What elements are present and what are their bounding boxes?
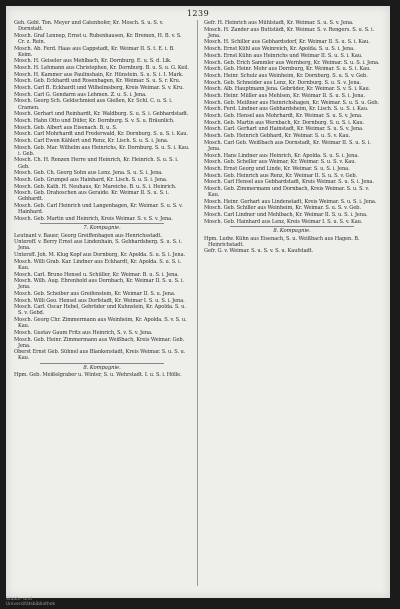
list-entry: Mosch. Geb. Meißner aus Heinrichshagen, Kr. Weimar. S. u. S. u. Geb. (204, 99, 379, 106)
list-entry: Mosch. Carl. Oscar Hebel, Gebrüder und Kuhnstein, Kr. Apolda. S. u. S. v. Gebd. (14, 304, 186, 317)
list-entry: Mosch. Alb. Hauptmann Jena. Gebrüder, Kr. Weimar. S. v. S. i. Kau. (204, 86, 371, 93)
list-entry: Mosch. Geb. Albert aus Eisenach. B. u. S. (14, 124, 118, 131)
list-entry: Mosch. Carl Geb. Weißbach aus Dornstadt, Kr. Weimar II. S. u. S. i. Jena. (204, 139, 371, 152)
list-entry: Mosch. Wilh. Aug. Ehrenhold aus Dornbach, Kr. Weimar II. S. u. S. i. Jena. (14, 278, 184, 291)
list-entry: Mosch. Carl. Bruno Hensel u. Schüller, Kr. Weimar. B. u. S. i. Jena. (14, 271, 179, 278)
document-page (6, 6, 390, 598)
list-entry: Mosch. Geb. Eckhardt und Rosenhagen, Kr. Weimar. S. u. S. r. Kru. (14, 78, 181, 85)
list-entry: Mosch. Geb. Heinrich aus Renz, Kr. Weimar II. S. u. S. v. Geb. (204, 172, 358, 179)
list-entry: Mosch. Carl Ewen Kählert und Renz, Kr. Lisch. S. u. S. i. Jena. (14, 138, 169, 144)
list-entry: Untersff. Joh. M. Klug Kopf aus Dornburg, Kr. Apolda. S. u. S. i. Jena. (14, 252, 186, 259)
list-entry: Mosch. Geb. Martin und Heinrich, Kreis Weimar. S. v. S. v. Jena. (14, 215, 173, 222)
list-entry: Mosch. Georg Chr. Zimmermann aus Weinheim, Kr. Apolda. S. v. S. u. Kau. (14, 317, 187, 330)
list-entry: Mosch. Ab. Ferd. Haas aus Cappstadt, Kr. Weimar II. S. t. E. i. B. Keim. (14, 45, 175, 58)
list-entry: Mosch. Geb. Hainhard aus Lenz, Kreis Weimar I. S. u. S. v. Kau. (204, 218, 363, 225)
list-entry: Mosch. Geb. Scheller aus Weimar, Kr. Weimar. S. u. S. v. Kau. (204, 159, 356, 166)
list-entry: Mosch. H. Schiller aus Gebhardsdorf, Kr. Weimar II. S. u. S. i. Kau. (204, 39, 370, 46)
list-entry: Mosch. Carl G. Gendarm aus Lehmen. Z. u. S. i. Jena. (14, 91, 147, 98)
list-entry: Mosch. Heinr. Müller aus Mehlsen, Kr. Weimar II. S. u. S. i. Jena. (204, 92, 365, 99)
list-entry: Mosch. Ch. H. Renzen Herre und Heinrich, Kr. Heinrich. S. u. S. i. Geb. (14, 157, 179, 170)
watermark-line: Staats- und (6, 597, 32, 602)
list-entry: Mosch. Graf Lennep, Ernst u. Rubenhausen, Kr. Bremen, H. B. v. S. Cr. z. Rein. (14, 32, 182, 45)
list-entry: Mosch. Carl Mohrhardt und Frederwald, Kr. Dornburg. S. u. S. i. Kau. (14, 131, 188, 138)
list-entry: Mosch. Geb. Erich Sammler aus Wernberg, Kr. Weimar. S. u. S. i. Jena. (204, 59, 380, 66)
list-entry: Mosch. Heinr. Gerhart aus Lindenstadt, Kreis Weimar. S. u. S. i. Jena. (204, 198, 377, 205)
list-entry: Mosch. Hans Lindner aus Heinrich, Kr. Apolda. S. u. S. i. Jena. (204, 152, 359, 159)
column-divider (197, 20, 198, 586)
list-entry: Mosch. Willi Grab. Kar. Lindner aus Eckhardt, Kr. Apolda. S. u. S. i. Kau. (14, 258, 182, 271)
page-number: 1239 (186, 9, 210, 18)
section-rule (230, 226, 354, 227)
list-entry: Mosch. Geb. Drahoschen aus Geraide. Kr. Weimar II. S. u. S. i. Gebhardt. (14, 190, 169, 203)
list-entry: Mosch. Hahn Otto und Düfer, Kr. Dornburg. S. v. S. u. Bräunlich. (14, 117, 175, 124)
list-entry: Mosch. H. Lehmann aus Christophen, Kr. Dornburg. B. u. S. u. G. Keil. (14, 65, 189, 72)
list-entry: Mosch. H. Zander aus Buttstädt, Kr. Weimar. S. v. Rengers. S. u. S. i. Jena. (204, 26, 375, 39)
list-entry: Mosch. Geb. Kath. H. Neuhaus, Kr. Mareiche. B. u. S. i. Heinrich. (14, 183, 177, 190)
section-heading: 7. Kompagnie. (83, 225, 121, 232)
list-entry: Mosch. Geb. Martin aus Wernbach, Kr. Dornburg. S. u. S. i. Kau. (204, 119, 365, 126)
list-entry: Hpm. Geb. Meißelgraber u. Winter, S. u. Wehrstadt. I. u. S. i. Hölle. (14, 372, 182, 379)
list-entry: Mosch. Geb. Schneider aus Lenz, Kr. Dornburg. S. u. S. v. Jena. (204, 79, 361, 86)
list-entry: Hpm. Ludw. Kühn aus Eisenach, S. u. Weißbach aus Hagen. B. Heinrichstadt. (204, 235, 360, 248)
list-entry: Mosch. Ernst Kühl aus Weinreich, Kr. Apolda. S. u. S. i. Jena. (204, 46, 355, 53)
list-entry: Mosch. Geb. Zimmermann und Dornbach, Kreis Weimar. S. u. S. v. Kau. (204, 186, 370, 199)
list-entry: Mosch. Geb. Grumpel aus Hainhard, Kr. Lisch. S. u. S. i. Jena. (14, 176, 168, 183)
list-entry: Mosch. Willi Geo. Hensel aus Dorfstadt, Kr. Weimar I. S. u. S. i. Jena. (14, 297, 185, 304)
list-entry: Mosch. Carl B. Eckhardt und Wilhelmsberg, Kreis Weimar. S. v. Kru. (14, 85, 184, 92)
list-entry: Mosch. Geb. Mar. Wilhelm aus Heinrichs, Kr. Dornburg. S. u. S. i. Kau. i. Geb. (14, 144, 190, 157)
section-rule (40, 363, 164, 364)
list-entry: Mosch. Geb. Carl Heinrich und Langenhagen, Kr. Weimar. S. u. S. v. Hainhard. (14, 203, 183, 216)
list-entry: Unteroff. v. Berry Ernst aus Lindenhain, S. Gebhardsberg. S. u. S. i. Jena. (14, 239, 182, 252)
list-entry: Mosch. Geb. Schiller aus Weinheim, Kr. Weimar. S. u. S. v. Geb. (204, 205, 361, 212)
list-entry: Mosch. Geb. Hensel aus Mohrhardt, Kr. Weimar. S. u. S. v. Jena. (204, 113, 363, 120)
list-entry: Geh. Gebl. Ton. Meyer und Catenhofer, Kr. Mosch. S. u. S. v. Dornstatt. (14, 20, 164, 33)
list-entry: Mosch. Ernst Georg und Linde, Kr. Weimar. S. u. S. i. Jena. (204, 165, 350, 172)
watermark-line: Universitätsbibliothek (6, 602, 56, 607)
list-entry: Mosch. Carl Hensel aus Gebhardstadt, Kreis Weimar. S. u. S. i. Jena. (204, 179, 374, 186)
section-heading: 8. Kompagnie. (273, 228, 311, 235)
list-entry: Mosch. Geb. Heinr. Zimmermann aus Weißbach, Kreis Weimar. Geb. Jena. (14, 336, 185, 349)
list-entry: Mosch. Carl Lindner und Mehlbach, Kr. Weimar II. S. u. S. i. Jena. (204, 212, 368, 219)
list-entry: Mosch. Ernst Kühn aus Heinrichs und Weimar II. S. u. S. i. Kau. (204, 52, 363, 59)
list-entry: Mosch. Carl. Gerhart und Hainstadt, Kr. Weimar. S. u. S. v. Jena. (204, 126, 364, 133)
list-entry: Mosch. Ferd. Lindner aus Gebhardsheim, Kr. Lisch. S. u. S. i. Kau. (204, 106, 369, 113)
list-entry: Mosch. Gustav Gaum Fritz aus Heinrich, S. v. S. v. Jena. (14, 329, 153, 336)
list-entry: Mosch. Geb. Heinrich Gebhard, Kr. Weimar. S. u. S. v. Kau. (204, 133, 351, 140)
list-entry: Mosch. Georg Sch. Geldschmied aus Gießen, Kr. Schl. C. u. S. i. Cramen. (14, 98, 173, 111)
list-entry: Mosch. H. Geiseler aus Mehlbach, Kr. Dornburg. E. u. S. d. Lik. (14, 58, 172, 65)
left-column (14, 20, 190, 379)
list-entry: Mosch. H. Kammer aus Paulinshain, Kr. Hünstein. S. u. S. i. I. Mark. (14, 71, 184, 78)
list-entry: Oberst Ernst Geb. Sühnel aus Blankenstadt, Kreis Weimar. S. u. S. u. Kau. (14, 349, 186, 362)
list-entry: Mosch. Geb. Scheiber aus Greifenstein, Kr. Weimar II. S. u. Jena. (14, 290, 176, 297)
section-heading: 8. Kompagnie. (83, 365, 121, 372)
list-entry: Mosch. Geb. Heinr. Mohr aus Dornburg, Kr. Weimar. S. u. S. i. Kau. (204, 66, 371, 73)
list-entry: Mosch. Gerhart und Reinhardt, Kr. Waldburg. S. u. S. i. Gebhardstadt. (14, 111, 189, 118)
list-entry: Gefr. G. v. Weimar. S. u. S. v. S. u. Kaufstadt. (204, 248, 314, 255)
right-column (204, 20, 380, 255)
section-rule (40, 223, 164, 224)
library-watermark (6, 597, 55, 607)
list-entry: Gefr. H. Heinrich aus Mühlstadt, Kr. Weimar. S. u. S. v. Jena. (204, 20, 354, 26)
list-entry: Mosch. Heinr. Schulz aus Weinheim, Kr. Dornburg. S. u. S. v. Geb. (204, 72, 368, 79)
list-entry: Leutnant v. Bauer, Georg Greiffenhagen aus Henrichsstadt. (14, 232, 162, 239)
list-entry: Mosch. Geb. Ch. Georg Sohn aus Lenz. Jena. S. u. S. i. Jena. (14, 170, 163, 177)
